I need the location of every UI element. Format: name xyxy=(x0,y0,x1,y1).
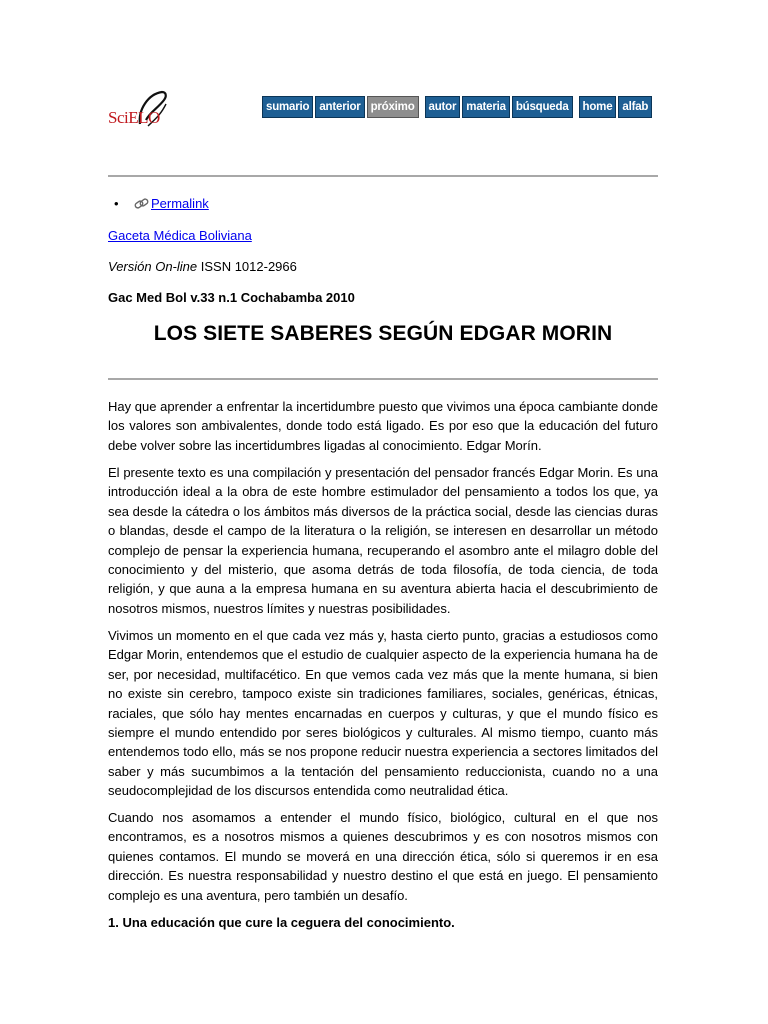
title-divider xyxy=(108,378,658,380)
issn-value: ISSN 1012-2966 xyxy=(197,259,297,274)
issn-line xyxy=(108,259,297,274)
version-label: Versión On-line xyxy=(108,259,198,274)
article-title: LOS SIETE SABERES SEGÚN EDGAR MORIN xyxy=(153,322,613,345)
scielo-logo[interactable] xyxy=(108,90,178,136)
nav-materia-button[interactable]: materia xyxy=(462,96,510,118)
paragraph-4: Cuando nos asomamos a entender el mundo físico, biológico, cultural en el que nos encontramos, es a nosotros mismos a quienes descubrimos y es con nosotros mismos con quienes contamos. El mundo se moverá en una dirección ética, sólo si queremos ir en esa dirección. Es nuestra responsabilidad y nuestro destino el que está en juego. El pensamiento complejo es una aventura, pero también un desafío. xyxy=(108,810,658,903)
chain-link-icon xyxy=(134,198,150,210)
nav-group-index xyxy=(425,96,575,118)
nav-sumario-button[interactable]: sumario xyxy=(262,96,313,118)
citation-line: Gac Med Bol v.33 n.1 Cochabamba 2010 xyxy=(108,290,355,305)
paragraph-2: El presente texto es una compilación y presentación del pensador francés Edgar Morin. Es una introducción ideal a la obra de este hombre estimulador del pensamiento a todos los que, ya sea desde la cátedra o los ámbitos más diversos de la práctica social, desde las ciencias duras o blandas, desde el campo de la literatura o la religión, se interesen en desarrollar un método complejo de pensar la experiencia humana, recuperando el asombro ante el milagro doble del conocimiento y del misterio, que asoma detrás de toda filosofía, de toda ciencia, de toda religión, y que auna a la empresa humana en su aventura abierta hacia el descubrimiento de nosotros mismos, nuestros límites y nuestras posibilidades. xyxy=(108,465,658,616)
nav-anterior-button[interactable]: anterior xyxy=(315,96,364,118)
paragraph-1: Hay que aprender a enfrentar la incertidumbre puesto que vivimos una época cambiante donde los valores son ambivalentes, donde todo está ligado. Es por eso que la educación del futuro debe volver sobre las incertidumbres ligadas al conocimiento. Edgar Morín. xyxy=(108,399,658,453)
header-divider xyxy=(108,175,658,177)
nav-alfab-button[interactable]: alfab xyxy=(618,96,652,118)
nav-home-button[interactable]: home xyxy=(579,96,617,118)
nav-proximo-button[interactable]: próximo xyxy=(367,96,419,118)
scielo-logo-text: SciELO xyxy=(108,108,160,127)
nav-autor-button[interactable]: autor xyxy=(425,96,461,118)
section-heading: 1. Una educación que cure la ceguera del conocimiento. xyxy=(108,915,455,930)
nav-busqueda-button[interactable]: búsqueda xyxy=(512,96,573,118)
nav-group-issue xyxy=(262,96,421,118)
journal-link[interactable]: Gaceta Médica Boliviana xyxy=(108,228,252,243)
nav-group-home xyxy=(579,96,655,118)
list-bullet: • xyxy=(114,196,119,211)
paragraph-3: Vivimos un momento en el que cada vez más y, hasta cierto punto, gracias a estudiosos como Edgar Morin, entendemos que el estudio de cualquier aspecto de la experiencia humana ha de ser, por necesidad, multifacético. En que vemos cada vez más que la mente humana, si bien no existe sin cerebro, tampoco existe sin tradiciones familiares, sociales, genéricas, étnicas, raciales, que sólo hay mentes encarnadas en cuerpos y culturas, y que el mundo físico es siempre el mundo entendido por seres biológicos y culturales. Al mismo tiempo, cuanto más entendemos todo ello, más se nos propone reducir nuestra experiencia a sectores limitados del saber y más sucumbimos a la tentación del pensamiento reduccionista, cuando no a una seudocomplejidad de los discursos entendida como neutralidad ética. xyxy=(108,628,658,799)
journal-name xyxy=(108,228,252,243)
navigation-bar xyxy=(262,96,658,118)
permalink-item xyxy=(114,196,209,211)
permalink-link[interactable]: Permalink xyxy=(134,196,209,211)
